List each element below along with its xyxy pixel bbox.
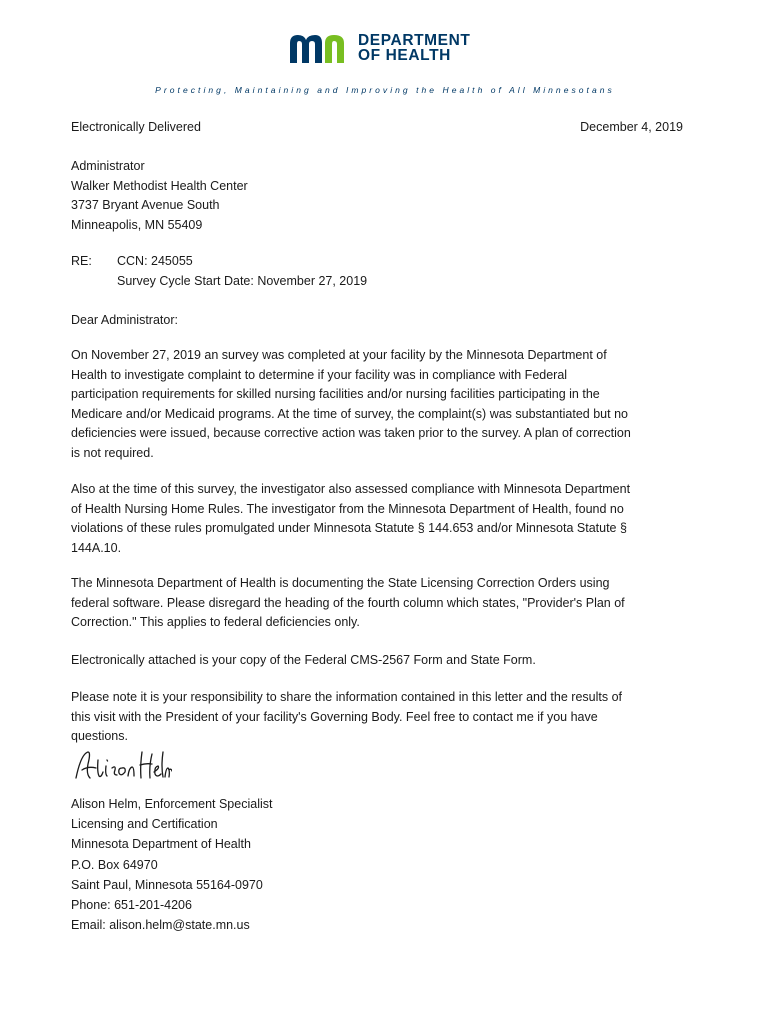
salutation <box>71 311 687 331</box>
paragraph-5 <box>71 688 687 747</box>
signer-email: Email: alison.helm@state.mn.us <box>71 918 250 933</box>
salutation-text: Dear Administrator: <box>71 313 178 327</box>
address-line: Administrator <box>71 159 145 173</box>
logo-line-2: OF HEALTH <box>358 47 451 64</box>
paragraph-line: Please note it is your responsibility to share the information contained in this letter and the results of <box>71 690 622 704</box>
mdh-logo <box>288 33 471 63</box>
mn-logo-mark-icon <box>288 33 352 63</box>
re-lines <box>117 252 367 291</box>
paragraph-line: violations of these rules promulgated under Minnesota Statute § 144.653 and/or Minnesota Statute § <box>71 521 627 536</box>
signer-unit: Licensing and Certification <box>71 817 218 832</box>
paragraph-4 <box>71 651 687 671</box>
signer-city: Saint Paul, Minnesota 55164-0970 <box>71 877 263 892</box>
handwritten-signature <box>72 748 172 789</box>
paragraph-line: Health to investigate complaint to determine if your facility was in compliance with Federal <box>71 367 568 382</box>
paragraph-line: questions. <box>71 729 128 744</box>
delivery-method: Electronically Delivered <box>71 120 201 134</box>
letter-date: December 4, 2019 <box>580 120 683 134</box>
letter-meta-row <box>71 120 683 134</box>
logo-line-1: DEPARTMENT <box>358 32 471 49</box>
recipient-address <box>71 157 687 235</box>
paragraph-2 <box>71 480 687 558</box>
paragraph-line: of Health Nursing Home Rules. The investigator from the Minnesota Department of Health, found no <box>71 501 624 516</box>
address-line: Minneapolis, MN 55409 <box>71 217 203 232</box>
paragraph-line: Correction." This applies to federal deficiencies only. <box>71 615 360 630</box>
paragraph-1 <box>71 346 687 464</box>
re-label: RE: <box>71 254 92 268</box>
paragraph-line: federal software. Please disregard the heading of the fourth column which states, "Provider's Plan of <box>71 595 625 610</box>
paragraph-line: deficiencies were issued, because corrective action was taken prior to the survey. A plan of correction <box>71 426 631 441</box>
signature-block <box>71 794 687 935</box>
tagline: Protecting, Maintaining and Improving the Health of All Minnesotans <box>155 85 615 95</box>
signer-name-title: Alison Helm, Enforcement Specialist <box>71 797 273 811</box>
signer-organization: Minnesota Department of Health <box>71 837 251 852</box>
signature-graphic-icon <box>72 748 172 784</box>
paragraph-3 <box>71 574 687 633</box>
paragraph-line: The Minnesota Department of Health is documenting the State Licensing Correction Orders using <box>71 576 610 590</box>
re-line: Survey Cycle Start Date: November 27, 2019 <box>117 273 368 288</box>
paragraph-line: this visit with the President of your facility's Governing Body. Feel free to contact me if you have <box>71 709 598 724</box>
paragraph-line: participation requirements for skilled nursing facilities and/or nursing facilities participating in the <box>71 387 600 402</box>
paragraph-line: is not required. <box>71 445 154 460</box>
signer-phone: Phone: 651-201-4206 <box>71 898 192 913</box>
paragraph-line: Electronically attached is your copy of the Federal CMS-2567 Form and State Form. <box>71 653 536 667</box>
logo-wordmark <box>358 33 471 63</box>
paragraph-line: Also at the time of this survey, the investigator also assessed compliance with Minnesota Department <box>71 482 631 496</box>
re-line: CCN: 245055 <box>117 254 193 268</box>
paragraph-line: 144A.10. <box>71 540 122 555</box>
subject-reference <box>71 252 687 291</box>
address-line: Walker Methodist Health Center <box>71 178 248 193</box>
signer-po-box: P.O. Box 64970 <box>71 857 158 872</box>
paragraph-line: On November 27, 2019 an survey was completed at your facility by the Minnesota Department of <box>71 348 607 362</box>
paragraph-line: Medicare and/or Medicaid programs. At the time of survey, the complaint(s) was substantiated but no <box>71 406 628 421</box>
address-line: 3737 Bryant Avenue South <box>71 198 220 213</box>
